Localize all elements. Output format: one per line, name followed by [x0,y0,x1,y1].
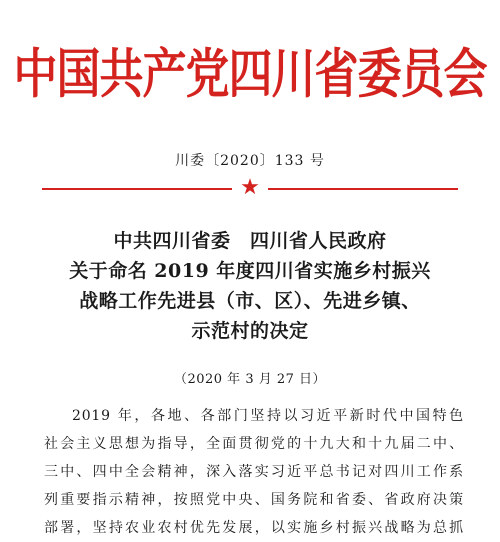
title-line: 示范村的决定 [191,320,309,342]
document-date: （2020 年 3 月 27 日） [173,372,327,387]
issuer-header-title: 中国共产党四川省委员会 [13,43,487,105]
body-line: 列重要指示精神，按照党中央、国务院和省委、省政府决策 [44,492,464,508]
body-line: 部署，坚持农业农村优先发展，以实施乡村振兴战略为总抓 [44,520,464,536]
red-rule-right [268,188,458,190]
body-paragraph [44,402,464,542]
title-line: 关于命名 2019 年度四川省实施乡村振兴 [69,260,431,282]
body-line: 2019 年，各地、各部门坚持以习近平新时代中国特色 [72,408,464,424]
star-icon: ★ [240,175,260,200]
document-number: 川委〔2020〕133 号 [175,153,325,169]
document-title [0,226,500,346]
title-line: 战略工作先进县（市、区）、先进乡镇、 [79,290,421,312]
body-line: 社会主义思想为指导，全面贯彻党的十九大和十九届二中、 [44,436,464,452]
red-rule-left [42,188,232,190]
title-line: 中共四川省委 四川省人民政府 [113,230,387,252]
body-line: 三中、四中全会精神，深入落实习近平总书记对四川工作系 [44,464,464,480]
